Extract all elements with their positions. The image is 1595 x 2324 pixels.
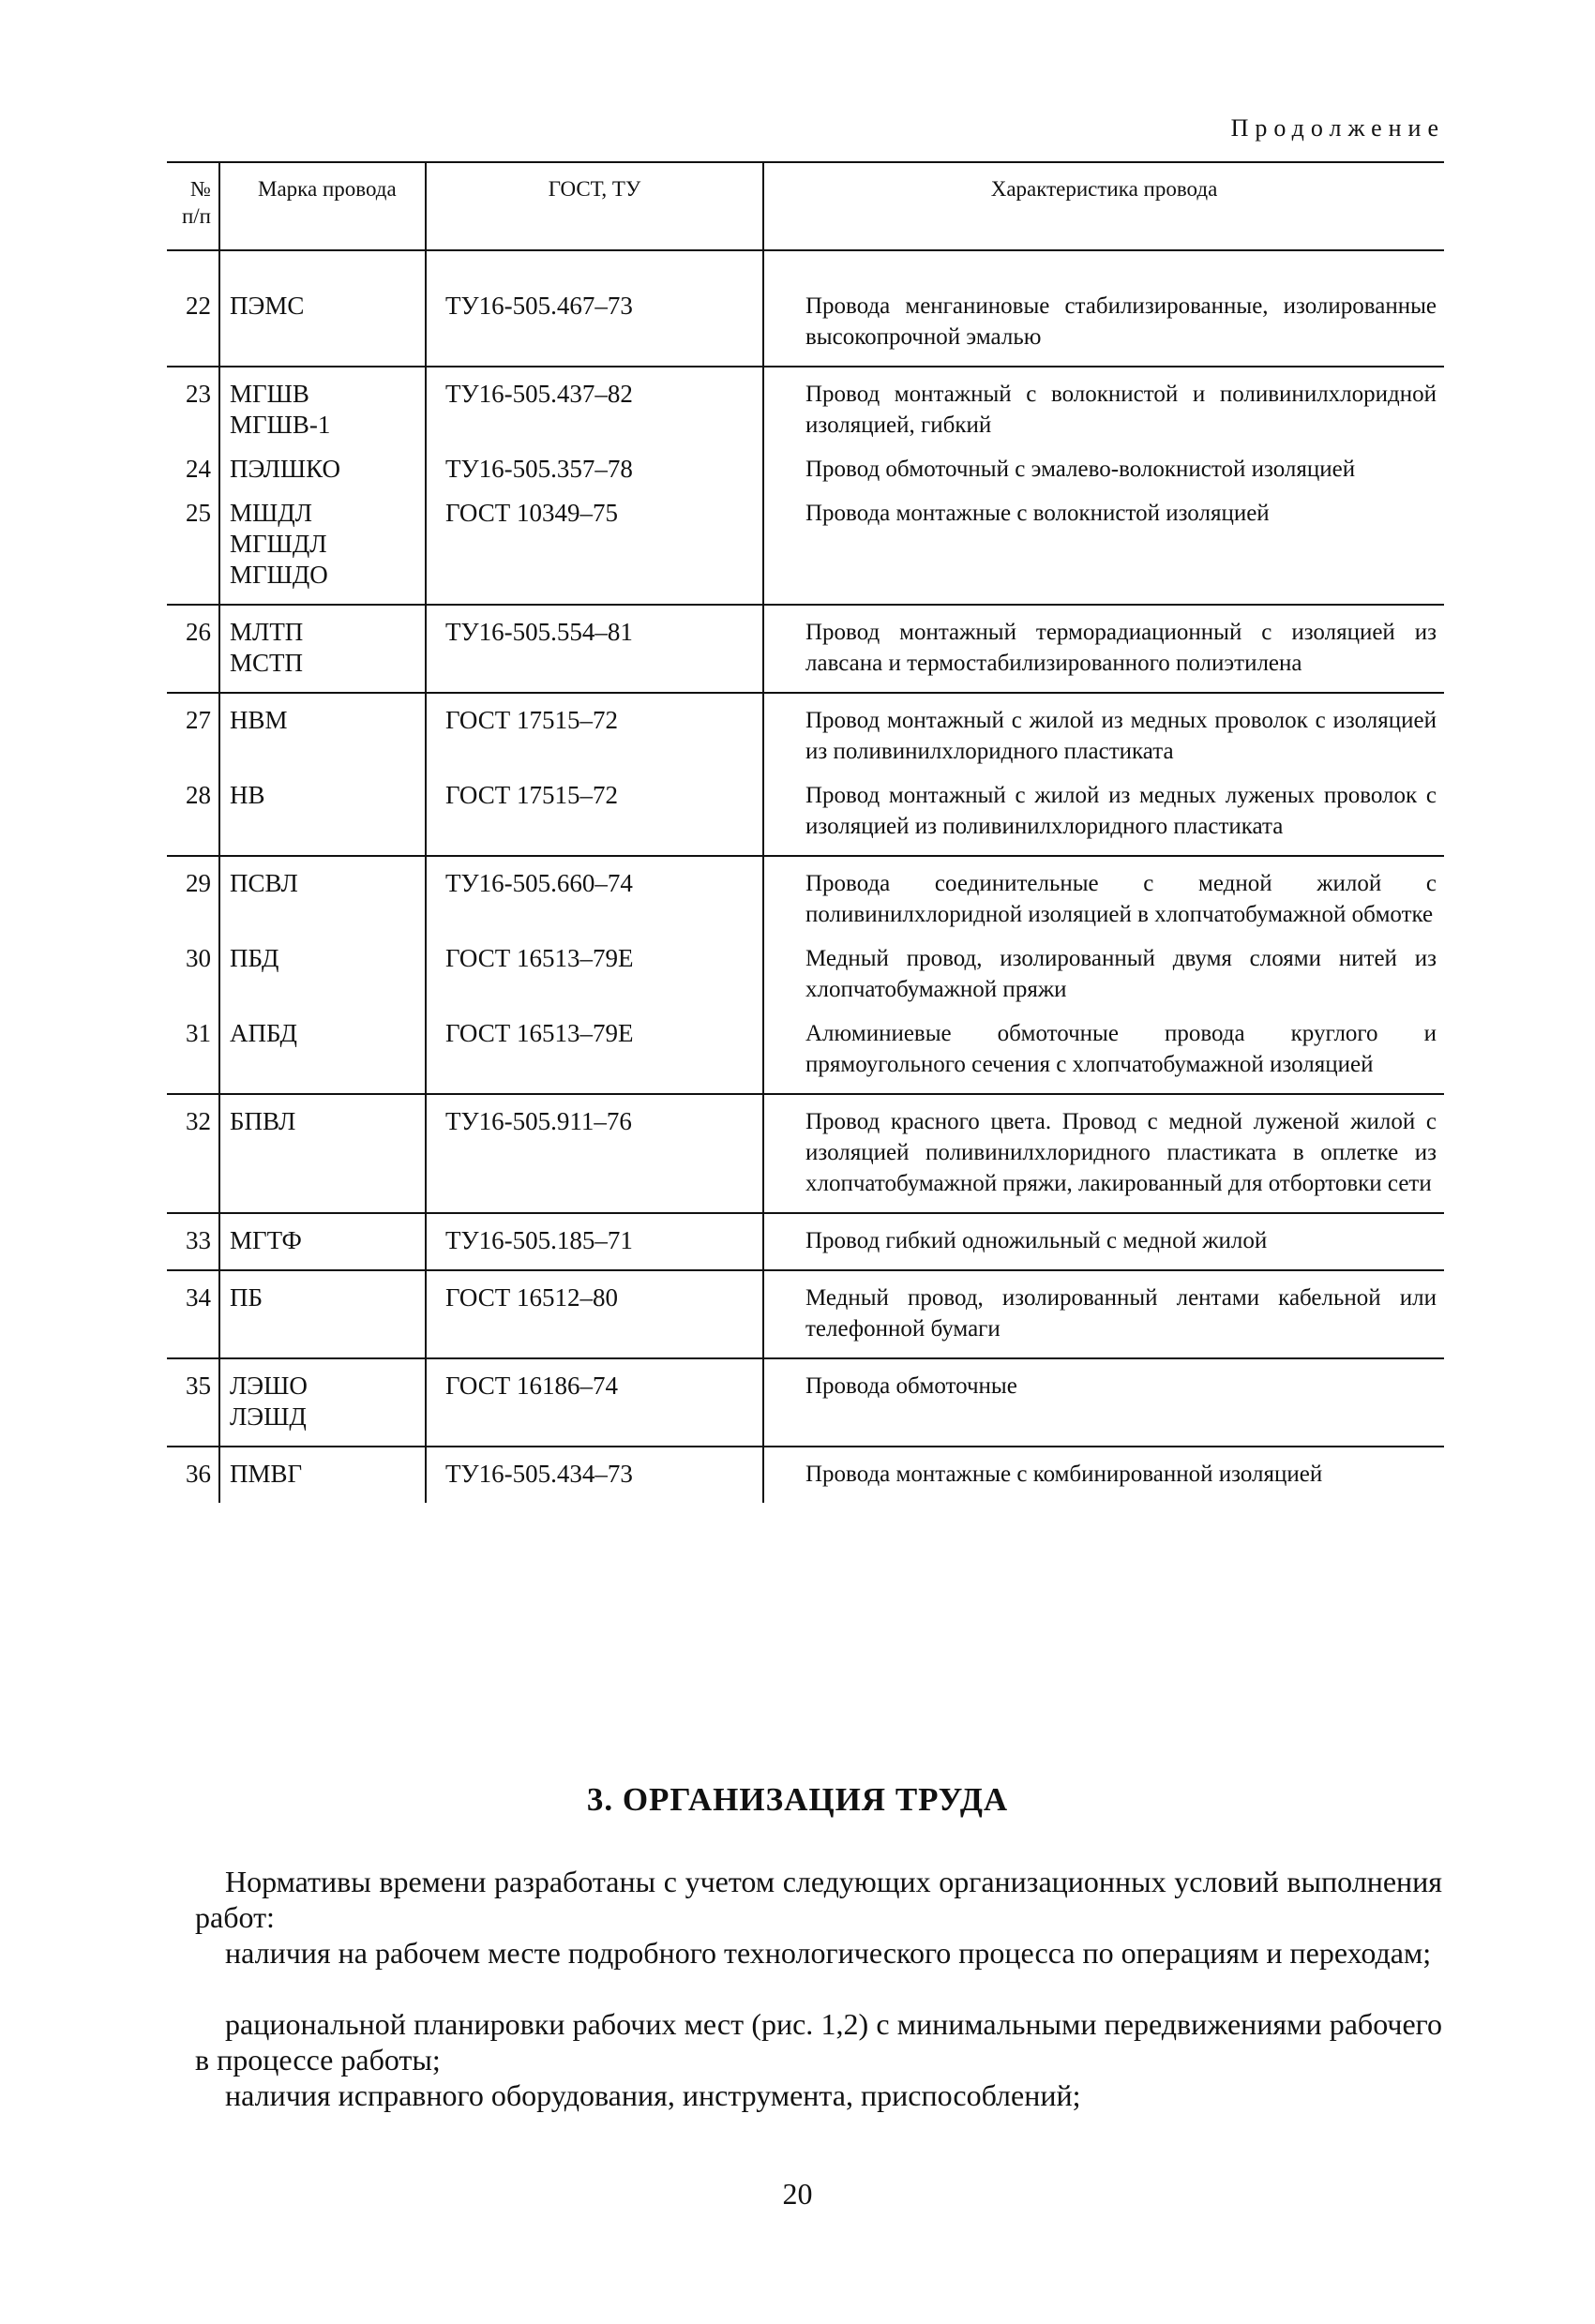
wire-description: Провод красного цвета. Провод с медной луженой жилой с изоляцией поливинилхлоридного пластиката в оплетке из хлопчатобумажной пряжи, лакированный для отбортовки сети: [763, 1094, 1444, 1213]
wire-mark-cell: [219, 856, 426, 943]
gost-standard: ТУ16-505.467–73: [426, 250, 763, 367]
wire-mark: МГШВ-1: [230, 410, 331, 439]
paragraph-2: наличия на рабочем месте подробного технологического процесса по операциям и переходам;: [225, 1936, 1432, 1970]
gost-standard: ГОСТ 16512–80: [426, 1270, 763, 1358]
wire-description: Провод монтажный терморадиационный с изоляцией из лавсана и термостабилизированного полиэтилена: [763, 605, 1444, 693]
table-group: [167, 367, 1444, 605]
page-number: 20: [782, 2177, 813, 2211]
table-row: [167, 250, 1444, 367]
gost-standard: ТУ16-505.357–78: [426, 454, 763, 498]
wire-description: Провод монтажный с жилой из медных проволок с изоляцией из поливинилхлоридного пластиката: [805, 707, 1437, 764]
wire-description: Провода соединительные с медной жилой с поливинилхлоридной изоляцией в хлопчатобумажной обмотке: [805, 870, 1437, 927]
gost-standard: ГОСТ 16513–79Е: [426, 1018, 763, 1094]
table-group: [167, 250, 1444, 367]
wire-mark-cell: [219, 454, 426, 498]
table-group: [167, 1358, 1444, 1447]
wire-mark: ПБ: [230, 1282, 263, 1312]
gost-standard: ГОСТ 16186–74: [426, 1358, 763, 1447]
table-group: [167, 1213, 1444, 1270]
row-number: 32: [167, 1094, 219, 1213]
table-row: [167, 1094, 1444, 1213]
wire-mark-cell: [219, 780, 426, 856]
row-number: 23: [167, 367, 219, 454]
row-number: 33: [167, 1213, 219, 1270]
row-number: 36: [167, 1447, 219, 1503]
wire-mark: МСТП: [230, 648, 304, 677]
wire-mark-cell: [219, 367, 426, 454]
row-number: 35: [167, 1358, 219, 1447]
wire-mark-cell: [219, 693, 426, 780]
header-gost: ГОСТ, ТУ: [426, 162, 763, 250]
gost-standard: ТУ16-505.434–73: [426, 1447, 763, 1503]
row-number: 28: [167, 780, 219, 856]
wire-description: Провода монтажные с волокнистой изоляцией: [763, 498, 1444, 605]
gost-standard: ТУ16-505.911–76: [426, 1094, 763, 1213]
table-row: [167, 856, 1444, 943]
wire-description: Алюминиевые обмоточные провода круглого и прямоугольного сечения с хлопчатобумажной изоляцией: [763, 1018, 1444, 1094]
wire-mark: НВ: [230, 780, 265, 809]
table-row: [167, 454, 1444, 498]
row-number: 25: [167, 498, 219, 605]
wire-mark: МГШВ: [230, 379, 309, 408]
wire-mark-cell: [219, 1447, 426, 1503]
section-title: 3. ОРГАНИЗАЦИЯ ТРУДА: [586, 1781, 1009, 1818]
continuation-label: Продолжение: [1230, 114, 1445, 142]
gost-standard: ТУ16-505.437–82: [426, 367, 763, 454]
wire-mark: ПМВГ: [230, 1459, 303, 1488]
wire-mark: АПБД: [230, 1018, 297, 1047]
wire-description: Провод обмоточный с эмалево-волокнистой изоляцией: [805, 456, 1356, 482]
row-number: 26: [167, 605, 219, 693]
table-row: [167, 693, 1444, 780]
wire-mark-cell: [219, 1094, 426, 1213]
wire-mark: МШДЛ: [230, 498, 312, 527]
wire-mark: МГШДЛ: [230, 529, 327, 558]
header-mark: Марка провода: [219, 162, 426, 250]
header-num: № п/п: [167, 162, 219, 250]
row-number: 30: [167, 943, 219, 1018]
table-row: [167, 1447, 1444, 1503]
wire-mark: НВМ: [230, 705, 288, 734]
paragraph-1: Нормативы времени разработаны с учетом следующих организационных условий выполнения работ:: [195, 1865, 1442, 1934]
table-row: [167, 1270, 1444, 1358]
wire-mark-cell: [219, 1358, 426, 1447]
wire-mark-cell: [219, 1270, 426, 1358]
wire-mark: ПЭЛШКО: [230, 454, 341, 483]
row-number: 24: [167, 454, 219, 498]
wire-description: Провод гибкий одножильный с медной жилой: [763, 1213, 1444, 1270]
table-header-row: [167, 162, 1444, 250]
table-row: [167, 780, 1444, 856]
wire-mark: ПБД: [230, 943, 279, 972]
table-row: [167, 1358, 1444, 1447]
table-row: [167, 1018, 1444, 1094]
table-row: [167, 498, 1444, 605]
wire-mark-cell: [219, 250, 426, 367]
row-number: 22: [167, 250, 219, 367]
wire-mark: БПВЛ: [230, 1106, 296, 1135]
wire-mark-cell: [219, 605, 426, 693]
wire-mark: ПЭМС: [230, 291, 305, 320]
wire-mark: МГТФ: [230, 1225, 302, 1254]
wire-mark-cell: [219, 1213, 426, 1270]
row-number: 34: [167, 1270, 219, 1358]
table-row: [167, 1213, 1444, 1270]
wire-mark: ПСВЛ: [230, 868, 298, 897]
wire-mark-cell: [219, 498, 426, 605]
wire-mark: ЛЭШД: [230, 1402, 307, 1431]
wire-mark-cell: [219, 1018, 426, 1094]
table-row: [167, 605, 1444, 693]
wire-mark-cell: [219, 943, 426, 1018]
wire-description: Медный провод, изолированный лентами кабельной или телефонной бумаги: [763, 1270, 1444, 1358]
wire-description: Провода обмоточные: [763, 1358, 1444, 1447]
paragraph-3: рациональной планировки рабочих мест (рис. 1,2) с минимальными передвижениями рабочего в процессе работы;: [195, 2007, 1442, 2077]
wire-description: Провод монтажный с жилой из медных луженых проволок с изоляцией из поливинилхлоридного пластиката: [763, 780, 1444, 856]
gost-standard: ГОСТ 16513–79Е: [426, 943, 763, 1018]
wire-description: Провода менганиновые стабилизированные, изолированные высокопрочной эмалью: [763, 250, 1444, 367]
table-group: [167, 605, 1444, 693]
table-group: [167, 693, 1444, 856]
wire-table: [167, 161, 1444, 1503]
wire-description: Медный провод, изолированный двумя слоями нитей из хлопчатобумажной пряжи: [805, 945, 1437, 1002]
row-number: 31: [167, 1018, 219, 1094]
paragraph-4: наличия исправного оборудования, инструмента, приспособлений;: [225, 2078, 1081, 2112]
table-group: [167, 856, 1444, 1094]
row-number: 27: [167, 693, 219, 780]
wire-description: Провод монтажный с волокнистой и поливинилхлоридной изоляцией, гибкий: [805, 381, 1437, 438]
gost-standard: ГОСТ 17515–72: [426, 780, 763, 856]
row-number: 29: [167, 856, 219, 943]
table-group: [167, 1094, 1444, 1213]
header-desc: Характеристика провода: [763, 162, 1444, 250]
gost-standard: ГОСТ 10349–75: [426, 498, 763, 605]
wire-description: Провода монтажные с комбинированной изоляцией: [805, 1461, 1323, 1487]
wire-mark: МГШДО: [230, 560, 328, 589]
table-row: [167, 943, 1444, 1018]
table-group: [167, 1447, 1444, 1503]
wire-mark: ЛЭШО: [230, 1371, 308, 1400]
gost-standard: ТУ16-505.660–74: [426, 856, 763, 943]
gost-standard: ТУ16-505.554–81: [426, 605, 763, 693]
table-group: [167, 1270, 1444, 1358]
wire-mark: МЛТП: [230, 617, 304, 646]
table-row: [167, 367, 1444, 454]
gost-standard: ГОСТ 17515–72: [426, 693, 763, 780]
gost-standard: ТУ16-505.185–71: [426, 1213, 763, 1270]
